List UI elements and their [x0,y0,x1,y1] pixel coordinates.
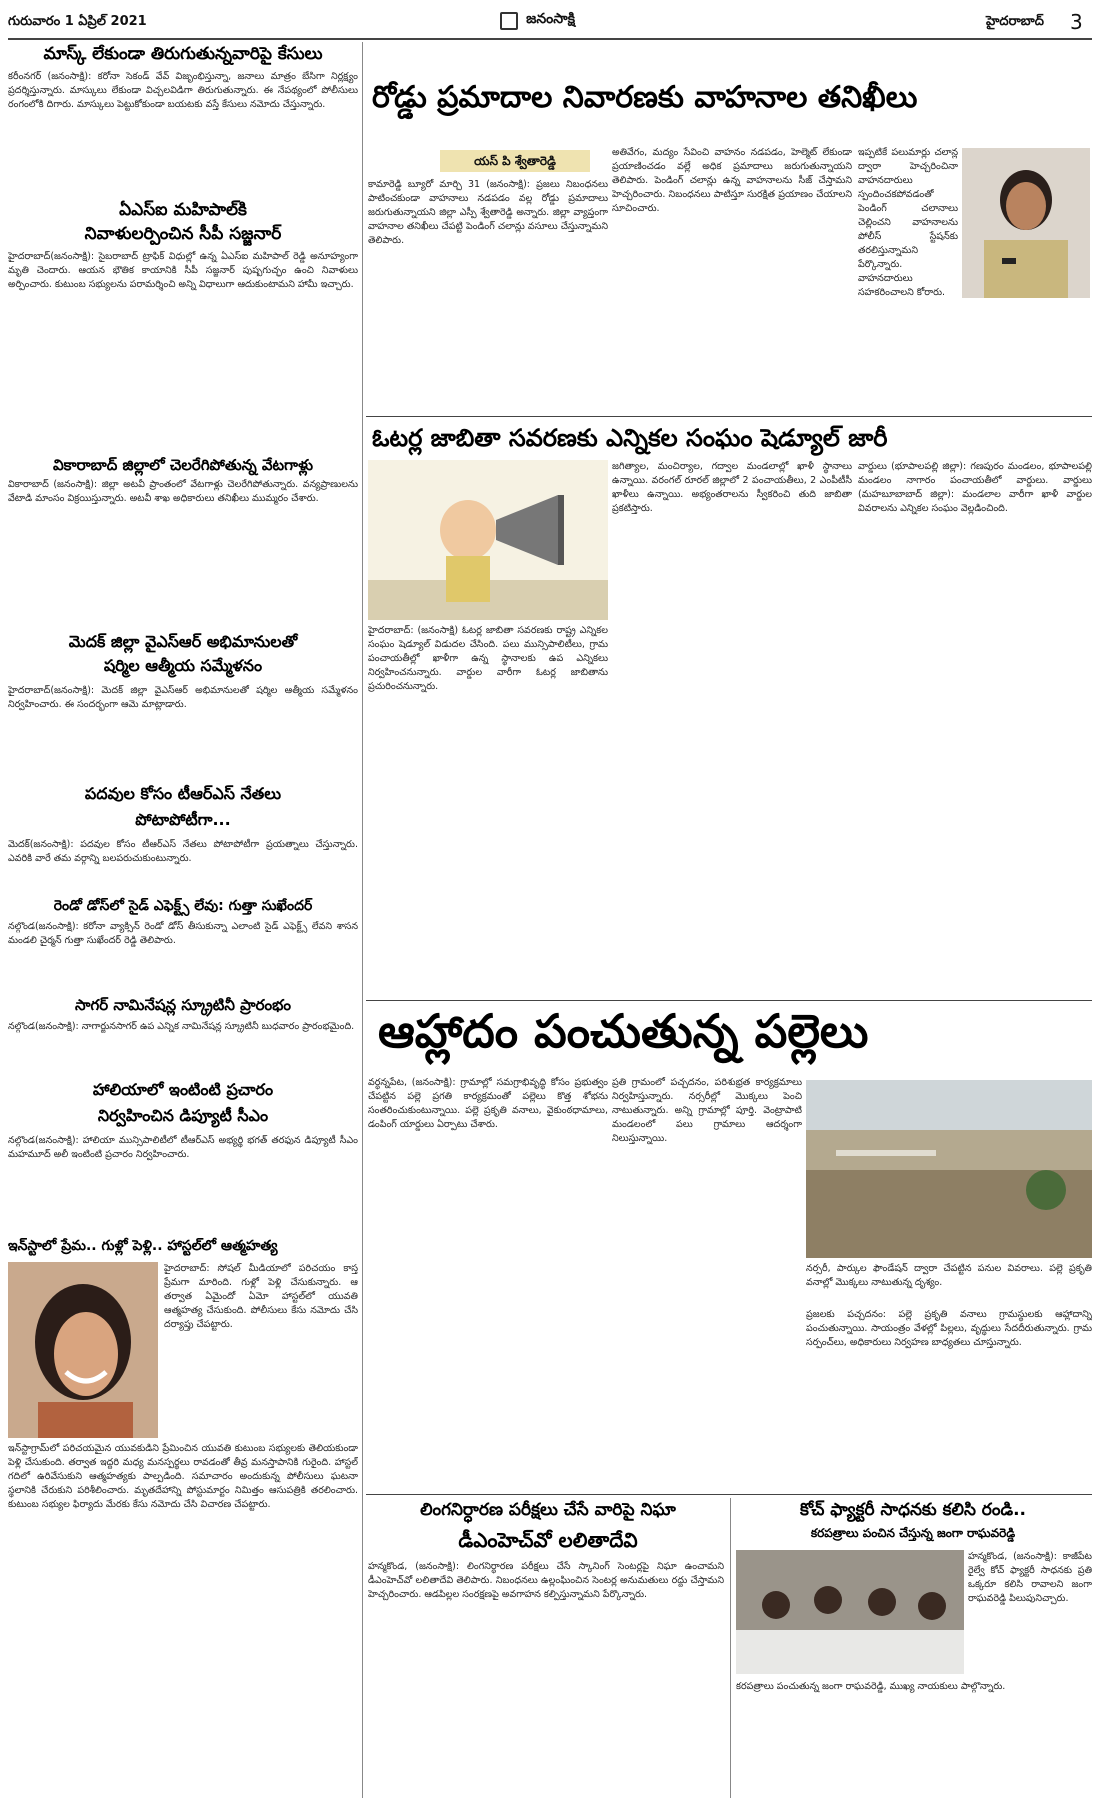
newspaper-logo: జనంసాక్షి [500,10,600,34]
headline-sharmila-1: మెదక్ జిల్లా వైఎస్ఆర్ అభిమానులతో [68,632,298,651]
headline-sagar-scrutiny: సాగర్ నామినేషన్ల స్క్రూటినీ ప్రారంభం [75,996,291,1014]
column-divider [362,42,363,1798]
park-illustration [806,1080,1092,1258]
headline-hunters: వికారాబాద్ జిల్లాలో చెలరేగిపోతున్న వేటగాళ్లు [52,456,314,474]
coach-group-photo [736,1550,964,1674]
article-insta-love-side: హైదరాబాద్: సోషల్ మీడియాలో పరిచయం కాస్త ప్రేమగా మారింది. గుళ్లో పెళ్లి చేసుకున్నారు. ఆ తర్వాత ఏమైందో ఏమో హాస్టల్‌లో యువతి ఆత్మహత్య చేసుకుంది. పోలీసులు కేసు నమోదు చేసి దర్యాప్తు చేపట్టారు. [164,1263,358,1330]
woman-portrait-photo [8,1262,158,1438]
village-article-col3: ప్రజలకు పచ్చదనం: పల్లె ప్రకృతి వనాలు గ్రామస్థులకు ఆహ్లాదాన్ని పంచుతున్నాయి. సాయంత్రం వేళల్లో పిల్లలు, వృద్ధులు సేదదీరుతున్నారు. గ్రామ సర్పంచ్‌లు, అధికారులు నిర్వహణ బాధ్యతలు చూస్తున్నారు. [806,1309,1092,1348]
headline-mask-cases: మాస్క్ లేకుండా తిరుగుతున్నవారిపై కేసులు [43,44,323,64]
byline-text: యస్ పి శ్వేతారెడ్డి [474,154,556,168]
coach-headline: కోచ్ ఫ్యాక్టరీ సాధనకు కలిసి రండి.. [799,1500,1026,1520]
officer-illustration [962,148,1090,298]
article-sagar-scrutiny: నల్గొండ(జనంసాక్షి): నాగార్జునసాగర్ ఉప ఎన్నిక నామినేషన్ల స్క్రూటినీ బుధవారం ప్రారంభమైంది. [8,1021,355,1032]
issue-date: గురువారం 1 ఏప్రిల్ 2021 [8,14,147,29]
village-photo-caption: నర్సరీ, పార్కుల ఫౌండేషన్ ద్వారా చేపట్టిన పనుల వివరాలు. పల్లె ప్రకృతి వనాల్లో మొక్కలు నాటుతున్న దృశ్యం. [806,1263,1092,1288]
headline-deputy-cm-2: నిర్వహించిన డిప్యూటీ సీఎం [97,1106,269,1125]
voter-article-col3: వార్డులు (భూపాలపల్లి జిల్లా): గణపురం మండలం, భూపాలపల్లి మండలం నాగారం పంచాయతీలో వార్డులు. వార్డులు (మహబూబాబాద్ జిల్లా): మండలాల వారీగా ఖాళీ వార్డుల వివరాలను ఎన్నికల సంఘం వెల్లడించింది. [858,461,1092,514]
column-divider-2 [730,1498,731,1798]
byline-box [440,150,590,172]
coach-article: హన్మకొండ, (జనంసాక్షి): కాజీపేట రైల్వే కోచ్ ఫ్యాక్టరీ సాధనకు ప్రతి ఒక్కరూ కలిసి రావాలని జంగా రాఘవరెడ్డి పిలుపునిచ్చారు. [968,1551,1092,1604]
village-article-col2: ప్రతి గ్రామంలో పచ్చదనం, పరిశుభ్రత కార్యక్రమాలు నిర్వహిస్తున్నారు. నర్సరీల్లో మొక్కలు పెంచి నాటుతున్నారు. అన్ని గ్రామాల్లో పూర్తి. వెంట్రాపాటి మండలంలో పలు గ్రామాలు ఆదర్శంగా నిలుస్తున్నాయి. [612,1077,802,1144]
megaphone-cartoon-illustration [368,460,608,620]
headline-insta-love: ఇన్‌స్టాలో ప్రేమ.. గుళ్లో పెళ్లి.. హాస్టల్‌లో ఆత్మహత్య [8,1238,278,1254]
headline-sharmila-2: షర్మిల ఆత్మీయ సమ్మేళనం [103,656,263,675]
article-deputy-cm: నల్గొండ(జనంసాక్షి): హాలియా మున్సిపాలిటీలో టీఆర్ఎస్ అభ్యర్థి భగత్ తరఫున డిప్యూటీ సీఎం మహమూద్ అలీ ఇంటింటి ప్రచారం నిర్వహించారు. [8,1135,358,1160]
page-number: 3 [1070,10,1083,34]
article-sharmila: హైదరాబాద్(జనంసాక్షి): మెదక్ జిల్లా వైఎస్ఆర్ అభిమానులతో షర్మిల ఆత్మీయ సమ్మేళనం నిర్వహించారు. ఈ సందర్భంగా ఆమె మాట్లాడారు. [8,685,358,710]
linga-headline-2: డీఎంహెచ్‌వో లలితాదేవి [458,1528,638,1552]
coach-subheadline: కరపత్రాలు పంచిన చేస్తున్న జంగా రాఘవరెడ్డి [810,1526,1016,1540]
headline-trs-posts-2: పోటాపోటీగా... [135,810,231,829]
city-name: హైదరాబాద్ [986,14,1044,29]
article-hunters: వికారాబాద్ (జనంసాక్షి): జిల్లా అటవీ ప్రాంతంలో వేటగాళ్లు చెలరేగిపోతున్నారు. వన్యప్రాణులను వేటాడి మాంసం విక్రయిస్తున్నారు. అటవీ శాఖ అధికారులు తనిఖీలు ముమ్మరం చేశారు. [8,479,358,504]
linga-article: హన్మకొండ, (జనంసాక్షి): లింగనిర్ధారణ పరీక్షలు చేసే స్కానింగ్ సెంటర్లపై నిఘా ఉంచామని డీఎంహెచ్‌వో లలితాదేవి తెలిపారు. నిబంధనలు ఉల్లంఘించిన సెంటర్ల అనుమతులు రద్దు చేస్తామని హెచ్చరించారు. ఆడపిల్లల సంరక్షణపై అవగాహన కల్పిస్తున్నామని పేర్కొన్నారు. [368,1561,724,1600]
headline-deputy-cm-1: హాలియాలో ఇంటింటి ప్రచారం [92,1080,274,1099]
section-divider [366,416,1092,417]
voter-article-col1: హైదరాబాద్: (జనంసాక్షి) ఓటర్ల జాబితా సవరణకు రాష్ట్ర ఎన్నికల సంఘం షెడ్యూల్ విడుదల చేసింది. పలు మున్సిపాలిటీలు, గ్రామ పంచాయతీల్లో ఖాళీగా ఉన్న స్థానాలకు ఉప ఎన్నికలు నిర్వహించనున్నారు. వార్డుల వారీగా ఓటర్ల జాబితాను ప్రచురించనున్నారు. [368,625,608,692]
article-mask-cases: కరీంనగర్ (జనంసాక్షి): కరోనా సెకండ్ వేవ్ విజృంభిస్తున్నా, జనాలు మాత్రం బేసిగా నిర్లక్ష్యం ప్రదర్శిస్తున్నారు. మాస్కులు లేకుండా విచ్చలవిడిగా తిరుగుతున్నారు. ఈ నేపథ్యంలో పోలీసులు రంగంలోకి దిగారు. మాస్కులు పెట్టుకోకుండా బయటకు వస్తే కేసులు నమోదు చేస్తున్నారు. [8,71,358,110]
lead-article-col2: అతివేగం, మద్యం సేవించి వాహనం నడపడం, హెల్మెట్ లేకుండా ప్రయాణించడం వల్లే అధిక ప్రమాదాలు జరుగుతున్నాయని తెలిపారు. పెండింగ్ చలాన్లు ఉన్న వాహనాలను సీజ్ చేస్తామని హెచ్చరించారు. నిబంధనలు పాటిస్తూ సురక్షిత ప్రయాణం చేయాలని సూచించారు. [612,147,852,214]
group-illustration [736,1550,964,1674]
sp-officer-photo [962,148,1090,298]
village-park-photo [806,1080,1092,1258]
lead-article-col3: ఇప్పటికే పలుమార్లు చలాన్ల ద్వారా హెచ్చరించినా వాహనదారులు స్పందించకపోవడంతో పెండింగ్ చలానాలు చెల్లించని వాహనాలను పోలీస్ స్టేషన్‌కు తరలిస్తున్నామని పేర్కొన్నారు. వాహనదారులు సహకరించాలని కోరారు. [858,147,958,298]
voter-article-col2: జగిత్యాల, మంచిర్యాల, గద్వాల మండలాల్లో ఖాళీ స్థానాలు ఉన్నాయి. వరంగల్ రూరల్ జిల్లాలో 2 పంచాయతీలు, 2 ఎంపీటీసీ ఖాళీలు ఉన్నాయి. అభ్యంతరాలను స్వీకరించి తుది జాబితా ప్రకటిస్తారు. [612,461,852,514]
portrait-illustration [8,1262,158,1438]
headline-second-dose: రెండో డోస్‌లో సైడ్ ఎఫెక్ట్స్ లేవు: గుత్తా సుఖేందర్ [53,898,313,914]
masthead [8,10,1092,36]
section-divider-2 [366,1000,1092,1001]
headline-trs-posts-1: పదవుల కోసం టీఆర్ఎస్ నేతలు [84,784,282,803]
article-second-dose: నల్గొండ(జనంసాక్షి): కరోనా వ్యాక్సిన్ రెండో డోస్ తీసుకున్నా ఎలాంటి సైడ్ ఎఫెక్ట్స్ లేవని శాసన మండలి చైర్మన్ గుత్తా సుఖేందర్ రెడ్డి తెలిపారు. [8,921,358,946]
lead-article-col1: కామారెడ్డి బ్యూరో మార్చి 31 (జనంసాక్షి): ప్రజలు నిబంధనలు పాటించకుండా వాహనాలు నడపడం వల్ల రోడ్డు ప్రమాదాలు జరుగుతున్నాయని జిల్లా ఎస్పీ శ్వేతారెడ్డి అన్నారు. జిల్లా వ్యాప్తంగా వాహనాల తనిఖీలు చేపట్టి పెండింగ్ చలాన్లు వసూలు చేస్తున్నామని తెలిపారు. [368,179,608,246]
logo-icon [500,12,518,30]
article-trs-posts: మెదక్(జనంసాక్షి): పదవుల కోసం టీఆర్ఎస్ నేతలు పోటాపోటీగా ప్రయత్నాలు చేస్తున్నారు. ఎవరికి వారే తమ వర్గాన్ని బలపరుచుకుంటున్నారు. [8,839,358,864]
headline-asi-tribute-1: ఏఎస్ఐ మహిపాల్‌కి [119,200,247,220]
coach-caption: కరపత్రాలు పంచుతున్న జంగా రాఘవరెడ్డి, ముఖ్య నాయకులు పాల్గొన్నారు. [736,1681,1006,1692]
village-headline: ఆహ్లాదం పంచుతున్న పల్లెలు [378,1004,869,1058]
headline-asi-tribute-2: నివాళులర్పించిన సీపీ సజ్జనార్ [84,224,282,244]
cartoon-announcer-image [368,460,608,620]
article-asi-tribute: హైదరాబాద్(జనంసాక్షి): సైబరాబాద్ ట్రాఫిక్ విధుల్లో ఉన్న ఏఎస్ఐ మహిపాల్ రెడ్డి అనూహ్యంగా మృతి చెందారు. ఆయన భౌతిక కాయానికి సీపీ సజ్జనార్ పుష్పగుచ్ఛం ఉంచి నివాళులు అర్పించారు. కుటుంబ సభ్యులను పరామర్శించి అన్ని విధాలుగా ఆదుకుంటామని హామీ ఇచ్చారు. [8,251,358,290]
section-divider-3 [366,1494,1092,1495]
linga-headline-1: లింగనిర్ధారణ పరీక్షలు చేసే వారిపై నిఘా [420,1500,676,1520]
article-insta-love-body: ఇన్‌స్టాగ్రామ్‌లో పరిచయమైన యువకుడిని ప్రేమించిన యువతి కుటుంబ సభ్యులకు తెలియకుండా పెళ్లి చేసుకుంది. తర్వాత ఇద్దరి మధ్య మనస్పర్థలు రావడంతో తీవ్ర మనస్తాపానికి గురైంది. హాస్టల్ గదిలో ఉరివేసుకుని ఆత్మహత్యకు పాల్పడింది. సమాచారం అందుకున్న పోలీసులు ఘటనా స్థలానికి చేరుకుని పరిశీలించారు. మృతదేహాన్ని పోస్టుమార్టం నిమిత్తం ఆసుపత్రికి తరలించారు. కుటుంబ సభ్యుల ఫిర్యాదు మేరకు కేసు నమోదు చేసి విచారణ చేపట్టారు. [8,1443,358,1510]
village-article-col1: వర్ధన్నపేట, (జనంసాక్షి): గ్రామాల్లో సమగ్రాభివృద్ధి కోసం ప్రభుత్వం చేపట్టిన పల్లె ప్రగతి కార్యక్రమంతో పల్లెలు కొత్త శోభను సంతరించుకుంటున్నాయి. పల్లె ప్రకృతి వనాలు, వైకుంఠధామాలు, డంపింగ్ యార్డులు ఏర్పాటు చేశారు. [368,1077,608,1130]
lead-headline: రోడ్డు ప్రమాదాల నివారణకు వాహనాల తనిఖీలు [372,80,918,115]
voter-headline: ఓటర్ల జాబితా సవరణకు ఎన్నికల సంఘం షెడ్యూల్ జారీ [372,424,888,452]
masthead-rule [8,38,1092,40]
